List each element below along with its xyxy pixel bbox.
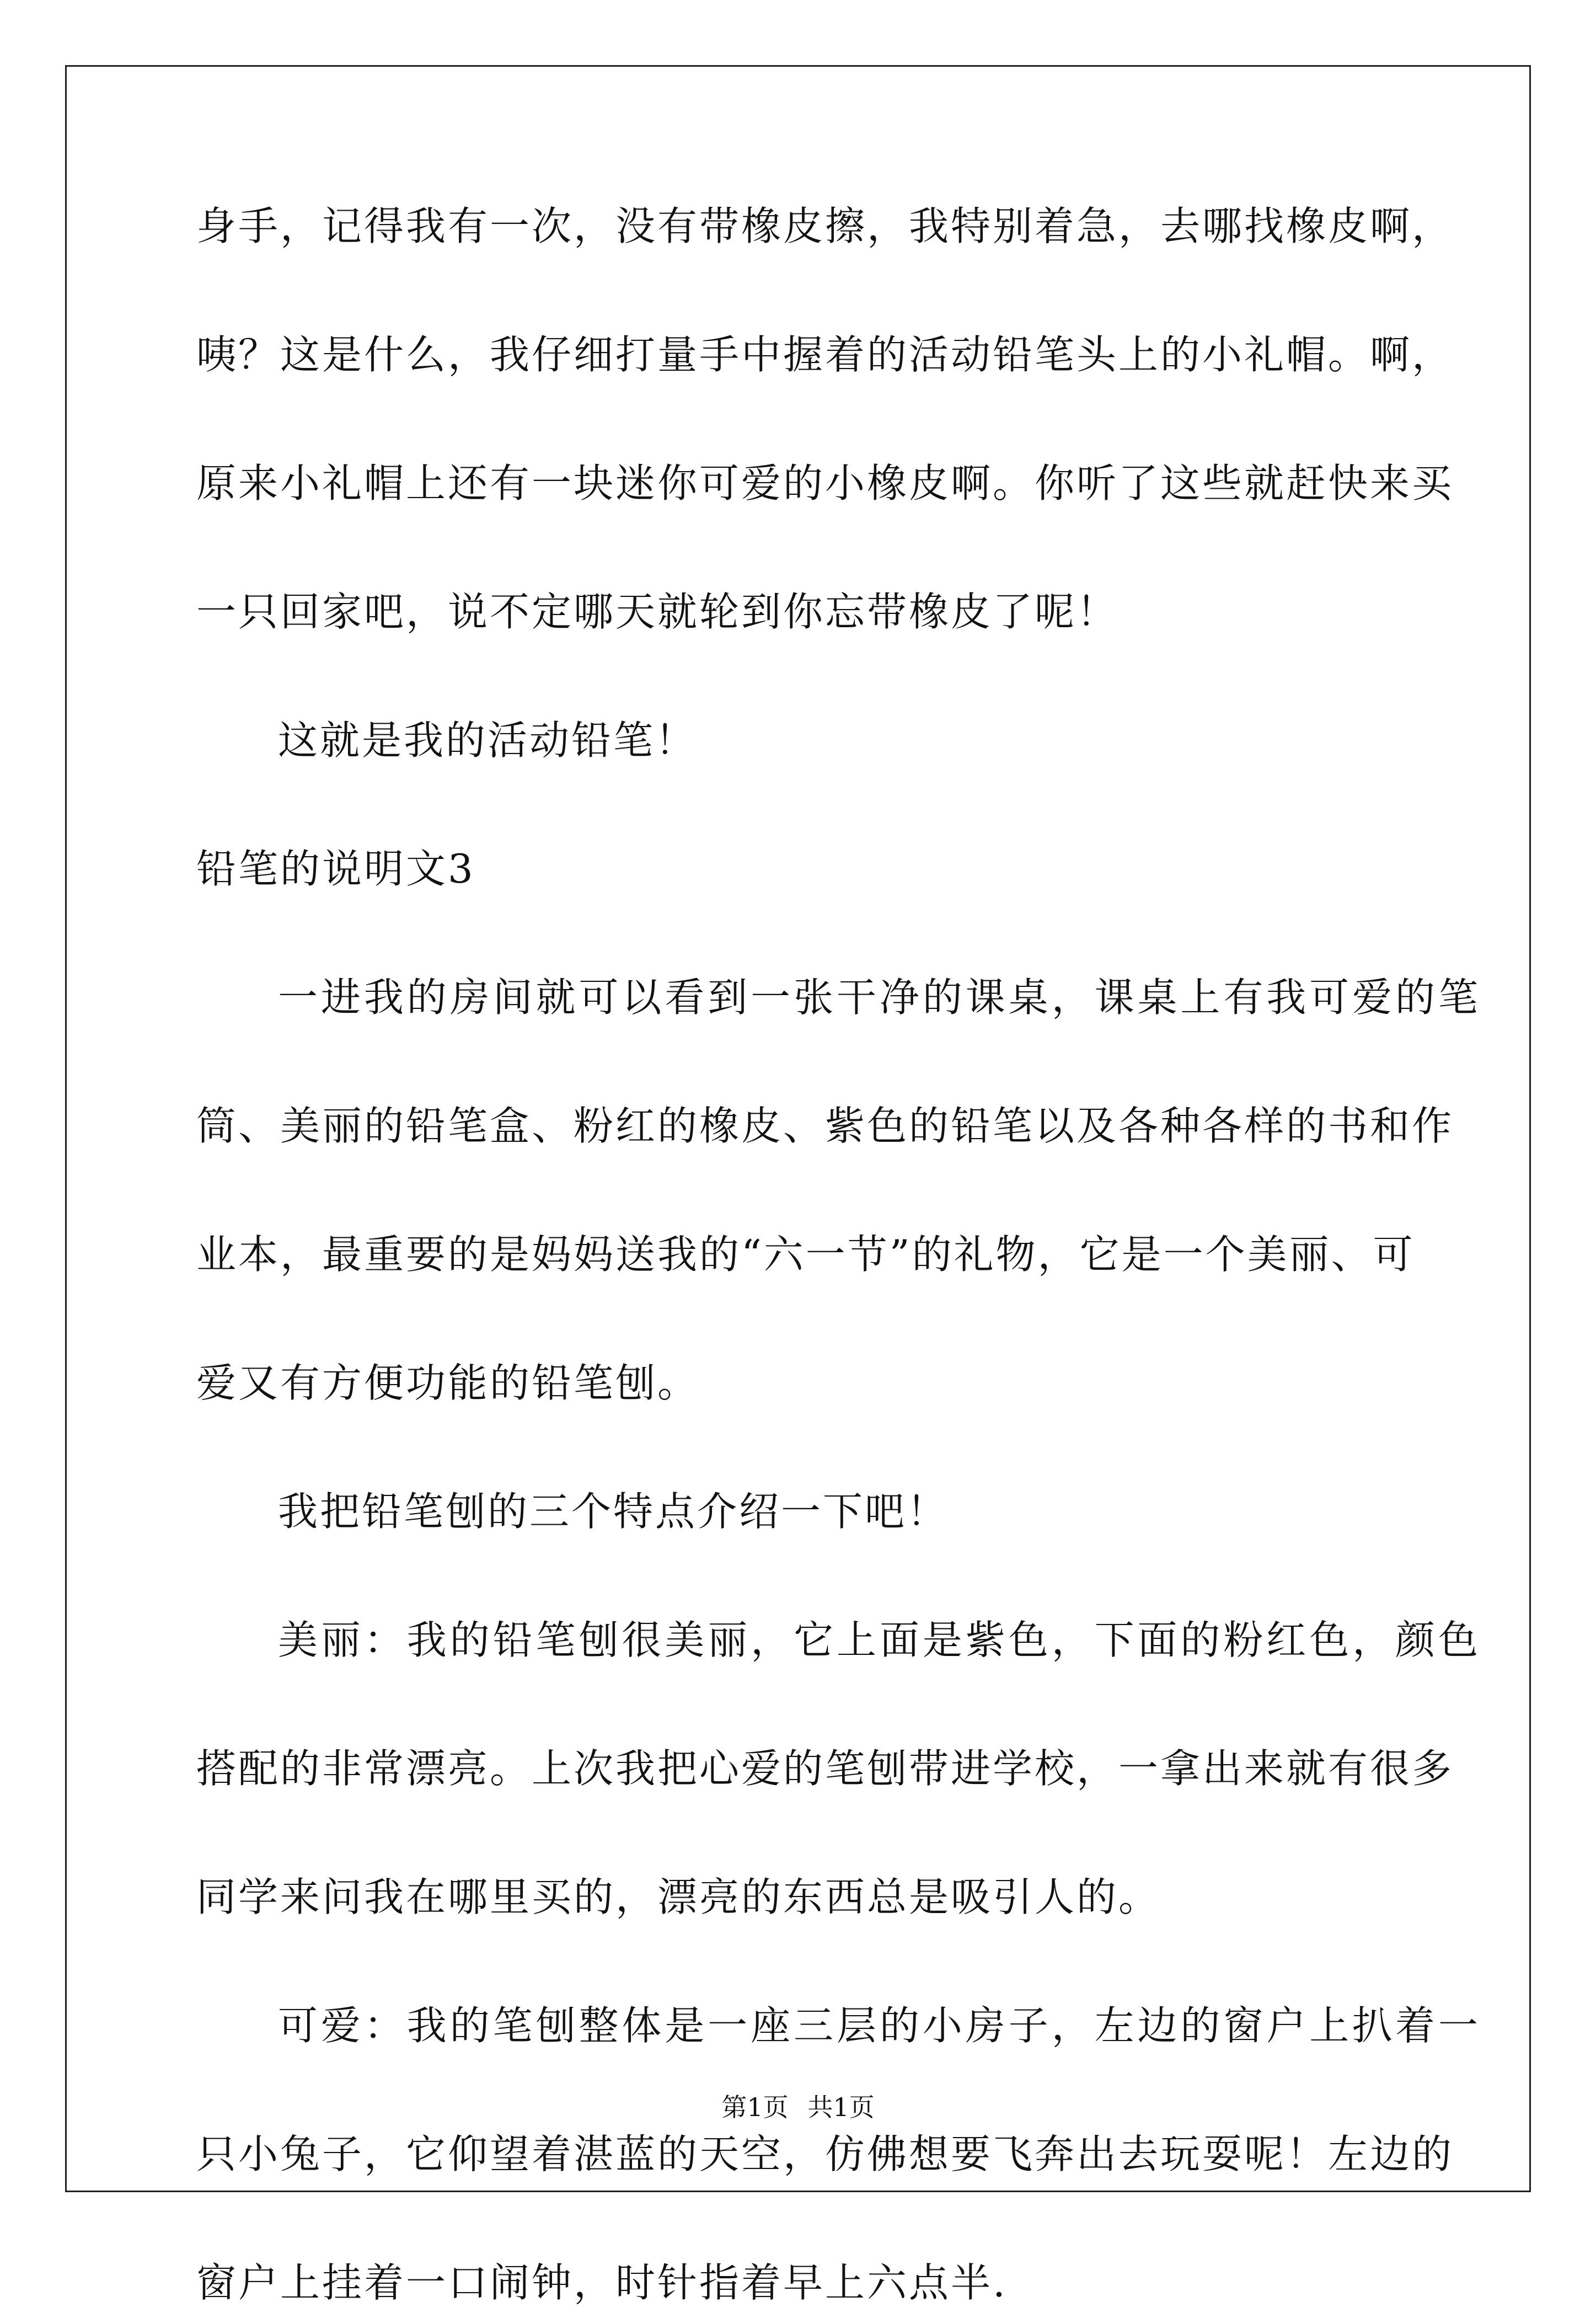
paragraph-line: 爱又有方便功能的铅笔刨。 [196, 1360, 700, 1406]
paragraph-line: 这就是我的活动铅笔！ [278, 717, 698, 763]
paragraph-line: 一进我的房间就可以看到一张干净的课桌，课桌上有我可爱的笔 [278, 974, 1480, 1021]
paragraph-line: 我把铅笔刨的三个特点介绍一下吧！ [278, 1488, 949, 1535]
paragraph-line: 原来小礼帽上还有一块迷你可爱的小橡皮啊。你听了这些就赶快来买 [196, 460, 1454, 506]
paragraph-line: 同学来问我在哪里买的，漂亮的东西总是吸引人的。 [196, 1874, 1161, 1920]
paragraph-line: 业本，最重要的是妈妈送我的“六一节”的礼物，它是一个美丽、可 [196, 1231, 1415, 1278]
paragraph-line: 筒、美丽的铅笔盒、粉红的橡皮、紫色的铅笔以及各种各样的书和作 [196, 1103, 1454, 1149]
paragraph-line: 只小兔子，它仰望着湛蓝的天空，仿佛想要飞奔出去玩耍呢！左边的 [196, 2131, 1454, 2177]
paragraph-line: 搭配的非常漂亮。上次我把心爱的笔刨带进学校，一拿出来就有很多 [196, 1745, 1454, 1792]
paragraph-line: 窗户上挂着一口闹钟，时针指着早上六点半. [196, 2259, 1008, 2306]
paragraph-line: 一只回家吧，说不定哪天就轮到你忘带橡皮了呢！ [196, 589, 1119, 635]
page-total: 共1页 [807, 2092, 875, 2122]
paragraph-line: 身手，记得我有一次，没有带橡皮擦，我特别着急，去哪找橡皮啊， [196, 203, 1454, 249]
paragraph-line: 美丽：我的铅笔刨很美丽，它上面是紫色，下面的粉红色，颜色 [278, 1617, 1480, 1663]
page-number: 第1页 [721, 2092, 789, 2122]
page-footer [0, 2091, 1596, 2124]
paragraph-line: 咦？这是什么，我仔细打量手中握着的活动铅笔头上的小礼帽。啊， [196, 332, 1454, 378]
paragraph-line: 可爱：我的笔刨整体是一座三层的小房子，左边的窗户上扒着一 [278, 2002, 1480, 2049]
section-heading: 铅笔的说明文3 [196, 846, 475, 892]
